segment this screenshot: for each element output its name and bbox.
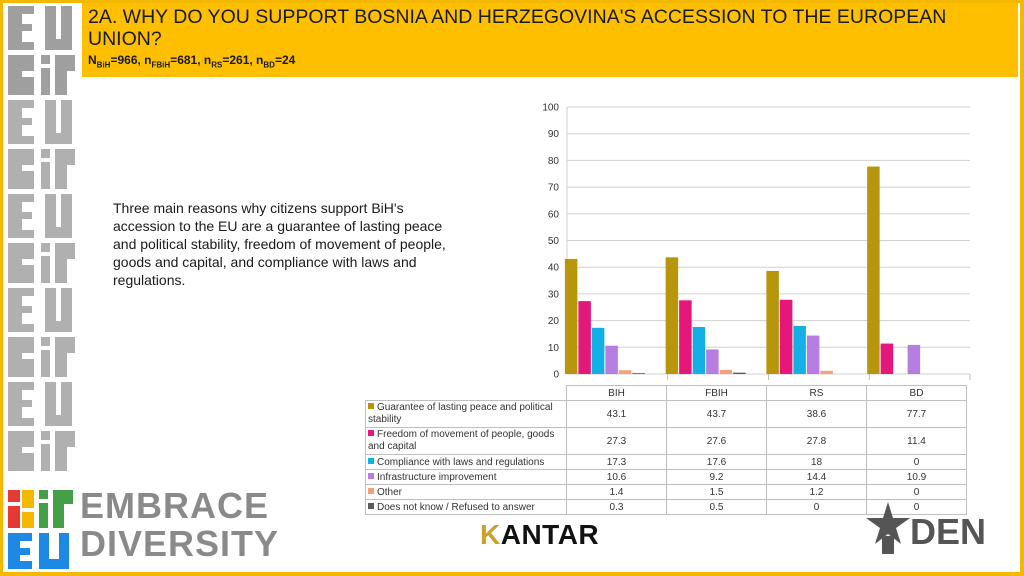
data-label: 17.3 bbox=[567, 455, 667, 470]
legend-swatch-icon bbox=[368, 473, 374, 479]
data-label: 0.3 bbox=[567, 500, 667, 515]
bar bbox=[820, 371, 833, 374]
sample-bd: 24 bbox=[281, 53, 296, 67]
data-label: 27.8 bbox=[767, 428, 867, 455]
bar bbox=[908, 345, 921, 374]
data-label: 0 bbox=[867, 455, 967, 470]
category-label: BIH bbox=[567, 386, 667, 401]
bar bbox=[766, 271, 779, 374]
kantar-k: K bbox=[480, 519, 501, 550]
bar bbox=[881, 344, 894, 374]
bar bbox=[666, 257, 679, 374]
data-label: 0 bbox=[867, 485, 967, 500]
bar bbox=[632, 373, 645, 374]
kantar-logo bbox=[480, 519, 599, 551]
bih-eu-pattern bbox=[3, 3, 77, 572]
y-tick-label: 90 bbox=[547, 129, 559, 141]
series-label: Other bbox=[366, 485, 567, 500]
bar bbox=[807, 336, 820, 374]
category-label: FBIH bbox=[667, 386, 767, 401]
series-label: Guarantee of lasting peace and political stability bbox=[366, 401, 567, 428]
y-tick-label: 80 bbox=[547, 155, 559, 167]
bar bbox=[867, 167, 880, 374]
legend-swatch-icon bbox=[368, 488, 374, 494]
y-tick-label: 0 bbox=[553, 369, 559, 381]
sample-sizes: $N_{BiH}=966$, $n_{FBiH}=681$, $n_{RS}=261$, $n_{BD}=24$ bbox=[88, 53, 296, 70]
data-label: 43.1 bbox=[567, 401, 667, 428]
table-row bbox=[366, 470, 967, 485]
data-label: 0 bbox=[767, 500, 867, 515]
data-label: 38.6 bbox=[767, 401, 867, 428]
y-tick-label: 30 bbox=[547, 289, 559, 301]
table-row bbox=[366, 455, 967, 470]
data-label: 77.7 bbox=[867, 401, 967, 428]
data-label: 27.6 bbox=[667, 428, 767, 455]
data-label: 14.4 bbox=[767, 470, 867, 485]
y-tick-label: 20 bbox=[547, 316, 559, 328]
bar bbox=[578, 301, 591, 374]
kantar-rest: ANTAR bbox=[500, 519, 600, 550]
data-label: 10.9 bbox=[867, 470, 967, 485]
sample-rs: 261 bbox=[229, 53, 250, 67]
description-text: Three main reasons why citizens support BiH's accession to the EU are a guarantee of lasting peace and political stability, freedom of movement of people, goods and capital, and compliance with laws and regulations. bbox=[113, 200, 446, 288]
page-title: 2A. WHY DO YOU SUPPORT BOSNIA AND HERZEGOVINA'S ACCESSION TO THE EUROPEAN UNION? bbox=[88, 6, 947, 50]
bar bbox=[693, 327, 706, 374]
data-label: 27.3 bbox=[567, 428, 667, 455]
bar bbox=[565, 259, 578, 374]
category-label: BD bbox=[867, 386, 967, 401]
bar-chart bbox=[530, 96, 980, 386]
diversity-text: DIVERSITY bbox=[80, 523, 280, 564]
data-label: 1.2 bbox=[767, 485, 867, 500]
frame-bottom bbox=[0, 572, 1024, 576]
bar bbox=[780, 300, 793, 374]
table-row bbox=[366, 485, 967, 500]
bih-eu-pattern-graphic bbox=[3, 3, 77, 572]
y-tick-label: 60 bbox=[547, 209, 559, 221]
series-label: Infrastructure improvement bbox=[366, 470, 567, 485]
den-text: DEN bbox=[910, 511, 986, 552]
legend-swatch-icon bbox=[368, 503, 374, 509]
legend-swatch-icon bbox=[368, 403, 374, 409]
bar bbox=[720, 370, 733, 374]
bar bbox=[679, 300, 692, 374]
data-label: 0 bbox=[867, 500, 967, 515]
y-tick-label: 10 bbox=[547, 342, 559, 354]
table-corner-cell bbox=[366, 386, 567, 401]
data-label: 11.4 bbox=[867, 428, 967, 455]
sample-fbih: 681 bbox=[177, 53, 198, 67]
data-label: 9.2 bbox=[667, 470, 767, 485]
category-label: RS bbox=[767, 386, 867, 401]
header-banner bbox=[82, 3, 1018, 77]
table-row bbox=[366, 401, 967, 428]
data-label: 10.6 bbox=[567, 470, 667, 485]
den-logo bbox=[866, 500, 986, 556]
den-figure-icon bbox=[882, 536, 894, 554]
frame-right bbox=[1020, 0, 1024, 576]
legend-swatch-icon bbox=[368, 458, 374, 464]
bar bbox=[733, 373, 746, 374]
series-label: Freedom of movement of people, goods and capital bbox=[366, 428, 567, 455]
sample-bih: 966 bbox=[117, 53, 138, 67]
y-tick-label: 50 bbox=[547, 236, 559, 247]
y-tick-label: 70 bbox=[547, 182, 559, 194]
legend-swatch-icon bbox=[368, 430, 374, 436]
bih-eu-color-logo bbox=[8, 490, 73, 569]
bar bbox=[793, 326, 806, 374]
bar bbox=[605, 346, 618, 374]
data-label: 1.4 bbox=[567, 485, 667, 500]
bar bbox=[592, 328, 605, 374]
chart-data-table bbox=[365, 385, 967, 515]
table-header-row bbox=[366, 386, 967, 401]
table-row bbox=[366, 428, 967, 455]
y-tick-label: 100 bbox=[542, 102, 559, 114]
bar bbox=[706, 349, 719, 374]
data-label: 18 bbox=[767, 455, 867, 470]
embrace-text: EMBRACE bbox=[80, 485, 270, 526]
series-label: Compliance with laws and regulations bbox=[366, 455, 567, 470]
data-label: 0.5 bbox=[667, 500, 767, 515]
data-label: 1.5 bbox=[667, 485, 767, 500]
bar bbox=[619, 370, 632, 374]
embrace-diversity-logo bbox=[80, 487, 279, 563]
data-label: 43.7 bbox=[667, 401, 767, 428]
series-label: Does not know / Refused to answer bbox=[366, 500, 567, 515]
data-label: 17.6 bbox=[667, 455, 767, 470]
y-tick-label: 40 bbox=[547, 262, 559, 274]
